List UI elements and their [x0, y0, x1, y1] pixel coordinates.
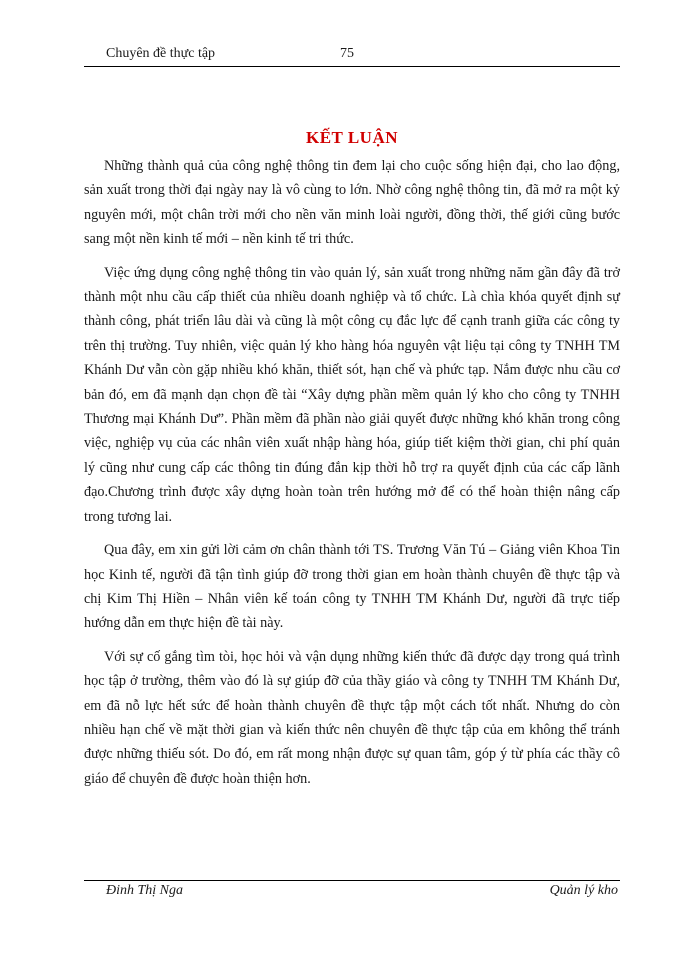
page-header — [84, 44, 620, 67]
header-title: Chuyên đề thực tập — [106, 46, 216, 61]
page-number: 75 — [340, 46, 354, 61]
page-footer — [84, 880, 620, 898]
paragraph-1: Những thành quả của công nghệ thông tin đem lại cho cuộc sống hiện đại, cho lao động, sản xuất trong thời đại ngày nay là vô cùng to lớn. Nhờ công nghệ thông tin, đã mở ra một kỷ nguyên mới, một chân trời mới cho nền văn minh loài người, đồng thời, thế giới cũng bước sang một nền kinh tế mới – nền kinh tế tri thức. — [84, 158, 620, 248]
footer-subject: Quản lý kho — [549, 883, 618, 898]
paragraph-4: Với sự cố gắng tìm tòi, học hỏi và vận dụng những kiến thức đã được dạy trong quá trình học tập ở trường, thêm vào đó là sự giúp đỡ của thầy giáo và công ty TNHH TM Khánh Dư, em đã nỗ lực hết sức để hoàn thành chuyên đề thực tập một cách tốt nhất. Nhưng do còn nhiều hạn chế về mặt thời gian và kiến thức nên chuyên đề thực tập của em không thể tránh được những thiếu sót. Do đó, em rất mong nhận được sự quan tâm, góp ý từ phía các thầy cô giáo để chuyên đề được hoàn thiện hơn. — [84, 648, 620, 787]
paragraph-3: Qua đây, em xin gửi lời cảm ơn chân thành tới TS. Trương Văn Tú – Giảng viên Khoa Tin học Kinh tế, người đã tận tình giúp đỡ trong thời gian em hoàn thành chuyên đề thực tập và chị Kim Thị Hiền – Nhân viên kế toán công ty TNHH TM Khánh Dư, người đã trực tiếp hướng dẫn em thực hiện đề tài này. — [84, 542, 620, 632]
paragraph-2: Việc ứng dụng công nghệ thông tin vào quản lý, sản xuất trong những năm gần đây đã trở thành một nhu cầu cấp thiết của nhiều doanh nghiệp và tổ chức. Là chìa khóa quyết định sự thành công, phát triển lâu dài và cũng là một công cụ đắc lực để cạnh tranh giữa các công ty trên thị trường. Tuy nhiên, việc quản lý kho hàng hóa nguyên vật liệu tại công ty TNHH TM Khánh Dư vẫn còn gặp nhiều khó khăn, thiết sót, hạn chế và phức tạp. Nắm được nhu cầu cơ bản đó, em đã mạnh dạn chọn đề tài “Xây dựng phần mềm quản lý kho cho công ty TNHH Thương mại Khánh Dư”. Phần mềm đã phần nào giải quyết được những khó khăn trong công việc, nghiệp vụ của các nhân viên xuất nhập hàng hóa, giúp tiết kiệm thời gian, chi phí quản lý cũng như cung cấp các thông tin đúng đắn kịp thời hỗ trợ ra quyết định của các cấp lãnh đạo.Chương trình được xây dựng hoàn toàn trên hướng mở để có thể hoàn thiện nâng cấp trong tương lai. — [84, 264, 620, 525]
footer-author: Đinh Thị Nga — [106, 883, 184, 898]
document-body — [84, 154, 620, 800]
document-title: KẾT LUẬN — [305, 128, 398, 147]
